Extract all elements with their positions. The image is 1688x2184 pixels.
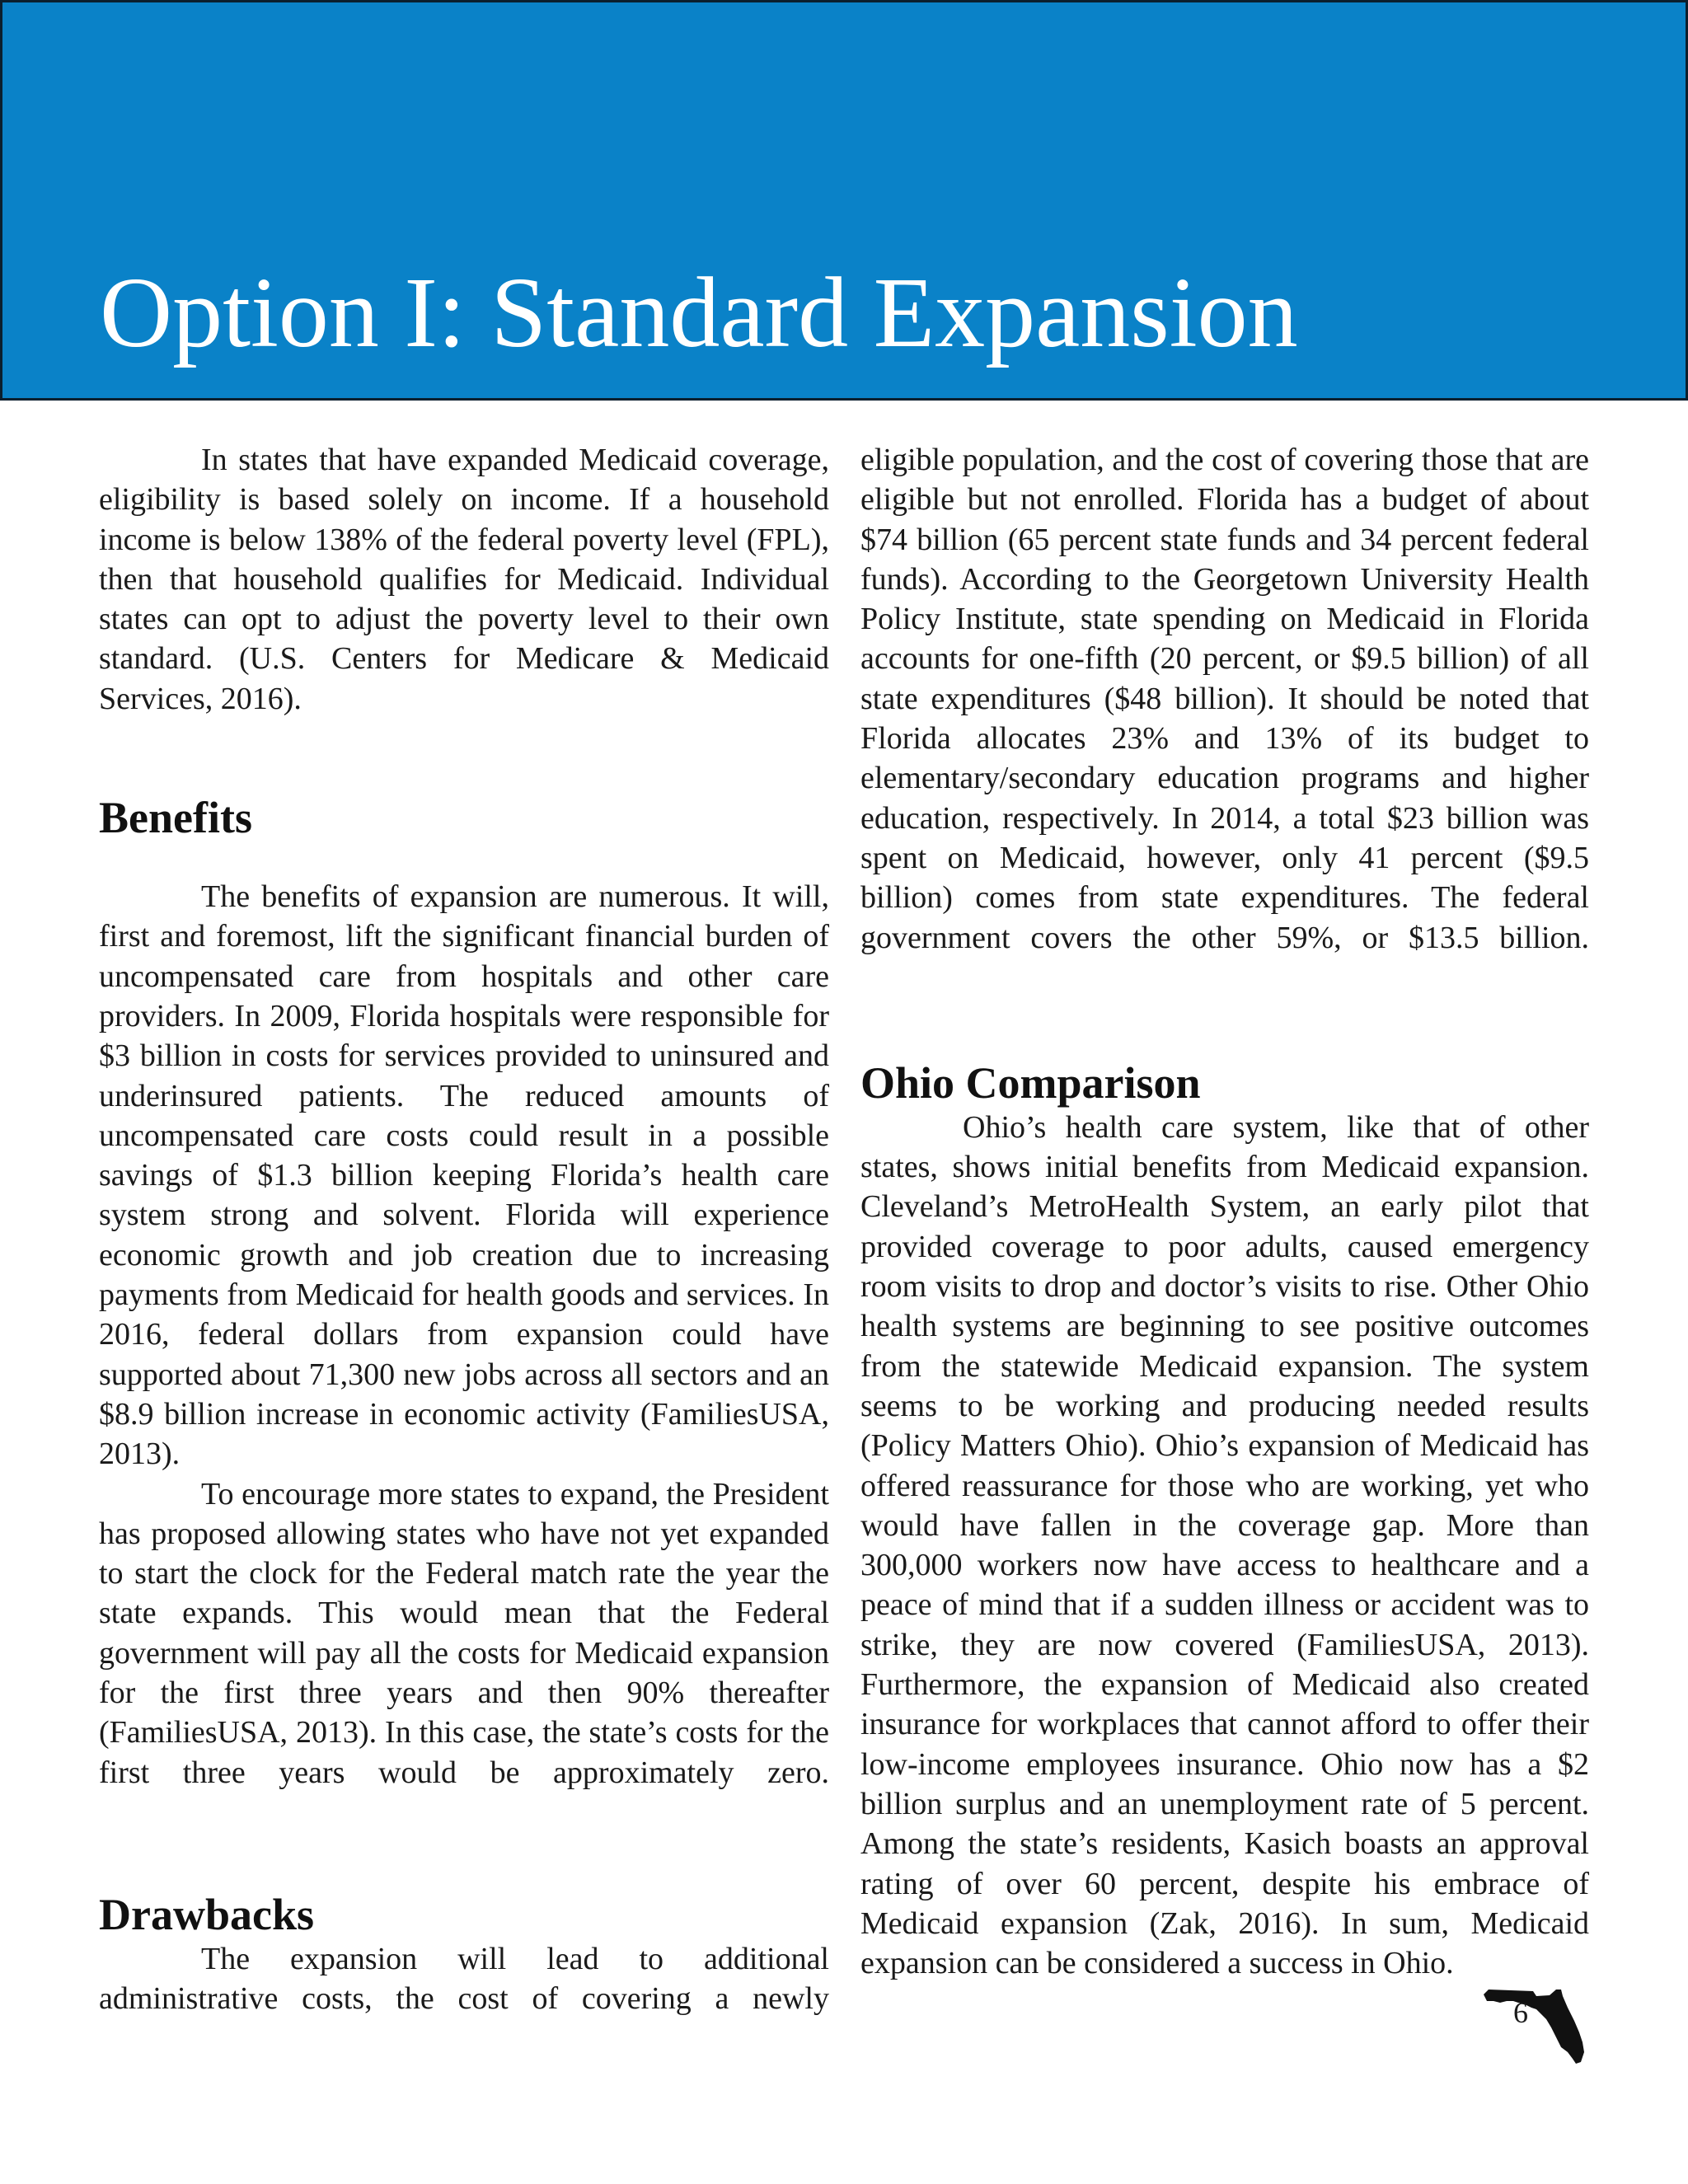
drawbacks-paragraph-start: The expansion will lead to additional administrative costs, the cost of covering a newly — [99, 1941, 829, 2017]
drawbacks-paragraph-continued: eligible population, and the cost of covering those that are eligible but not enrolled. Florida has a budget of about $74 billion (65 percent state funds and 34 percent federal funds). According to the Georgetown University Health Policy Institute, state spending on Medicaid in Florida accounts for one-fifth (20 percent, or $9.5 billion) of all state expenditures ($48 billion). It should be noted that Florida allocates 23% and 13% of its budget to elementary/secondary education programs and higher education, respectively. In 2014, a total $23 billion was spent on Medicaid, however, only 41 percent ($9.5 billion) comes from state expenditures. The federal government covers the other 59%, or $13.5 billion. — [860, 443, 1589, 955]
ohio-comparison-heading: Ohio Comparison — [860, 1057, 1201, 1108]
page-number: 6 — [1513, 1996, 1528, 2029]
left-column — [99, 440, 829, 2019]
right-column — [860, 440, 1589, 1983]
intro-paragraph: In states that have expanded Medicaid coverage, eligibility is based solely on income. If a household income is below 138% of the federal poverty level (FPL), then that household qualifies for Medicaid. Individual states can opt to adjust the poverty level to their own standard. (U.S. Centers for Medicare & Medicaid Services, 2016). — [99, 443, 829, 716]
header-banner — [0, 0, 1688, 401]
page-title: Option I: Standard Expansion — [100, 257, 1298, 368]
benefits-paragraph-1: The benefits of expansion are numerous. It will, first and foremost, lift the significant financial burden of uncompensated care from hospitals and other care providers. In 2009, Florida hospitals were responsible for $3 billion in costs for services provided to uninsured and underinsured patients. The reduced amounts of uncompensated care costs could result in a possible savings of $1.3 billion keeping Florida’s health care system strong and solvent. Florida will experience economic growth and job creation due to increasing payments from Medicaid for health goods and services. In 2016, federal dollars from expansion could have supported about 71,300 new jobs across all sectors and an $8.9 billion increase in economic activity (FamiliesUSA, 2013). — [99, 879, 829, 1472]
benefits-paragraph-2: To encourage more states to expand, the President has proposed allowing states who have not yet expanded to start the clock for the Federal match rate the year the state expands. This would mean that the Federal government will pay all the costs for Medicaid expansion for the first three years and then 90% thereafter (FamiliesUSA, 2013). In this case, the state’s costs for the first three years would be approximately zero. — [99, 1476, 829, 1790]
drawbacks-heading: Drawbacks — [99, 1889, 315, 1939]
benefits-heading: Benefits — [99, 793, 252, 843]
ohio-paragraph: Ohio’s health care system, like that of other states, shows initial benefits from Medicaid expansion. Cleveland’s MetroHealth System, an early pilot that provided coverage to poor adults, caused emergency room visits to drop and doctor’s visits to rise. Other Ohio health systems are beginning to see positive outcomes from the statewide Medicaid expansion. The system seems to be working and producing needed results (Policy Matters Ohio). Ohio’s expansion of Medicaid has offered reassurance for those who are working, yet who would have fallen in the coverage gap. More than 300,000 workers now have access to healthcare and a peace of mind that if a sudden illness or accident was to strike, they are now covered (FamiliesUSA, 2013). Furthermore, the expansion of Medicaid also created insurance for workplaces that cannot afford to offer their low-income employees insurance. Ohio now has a $2 billion surplus and an unemployment rate of 5 percent. Among the state’s residents, Kasich boasts an approval rating of over 60 percent, despite his embrace of Medicaid expansion (Zak, 2016). In sum, Medicaid expansion can be considered a success in Ohio. — [860, 1109, 1589, 1981]
